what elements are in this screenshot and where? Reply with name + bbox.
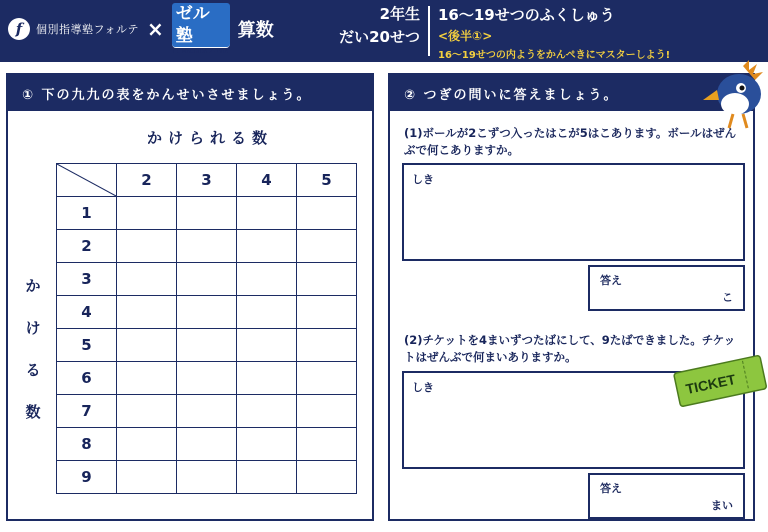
- multiplier-char: か: [25, 277, 41, 295]
- multiplication-table: [56, 163, 357, 494]
- answer-cell[interactable]: [297, 428, 357, 461]
- answer-cell[interactable]: [177, 230, 237, 263]
- multiplier-char: け: [25, 319, 41, 337]
- column-header: 2: [117, 164, 177, 197]
- lesson-number: だい20せつ: [339, 27, 420, 46]
- word-problems-panel: [388, 73, 755, 521]
- answer-cell[interactable]: [177, 329, 237, 362]
- table-row: [57, 263, 357, 296]
- goal-text: 16〜19せつの内ようをかんぺきにマスターしよう!: [438, 50, 671, 61]
- table-header-row: [57, 164, 357, 197]
- answer-cell[interactable]: [177, 428, 237, 461]
- multiplicand-label: かけられる数: [146, 129, 273, 147]
- answer-cell[interactable]: [177, 395, 237, 428]
- zeljuku-logo-sub: FC MACHIDA ZELVIA: [173, 49, 229, 55]
- part-label: <後半①>: [438, 29, 493, 43]
- answer-cell[interactable]: [117, 230, 177, 263]
- table-row: [57, 395, 357, 428]
- answer-cell[interactable]: [297, 230, 357, 263]
- table-row: [57, 461, 357, 494]
- answer-cell[interactable]: [117, 428, 177, 461]
- answer-cell[interactable]: [117, 461, 177, 494]
- table-corner-cell: [57, 164, 117, 197]
- answer-cell[interactable]: [237, 428, 297, 461]
- answer-label: 答え: [600, 274, 622, 287]
- answer-cell[interactable]: [237, 362, 297, 395]
- q2-answer-box[interactable]: [588, 473, 745, 519]
- answer-cell[interactable]: [177, 296, 237, 329]
- ticket-text: TICKET: [684, 370, 738, 398]
- ticket-icon: [670, 352, 768, 408]
- multiplication-table-panel: [6, 73, 374, 521]
- answer-cell[interactable]: [297, 395, 357, 428]
- answer-cell[interactable]: [177, 461, 237, 494]
- table-row: [57, 230, 357, 263]
- right-panel-heading: ② つぎの問いに答えましょう。: [390, 75, 753, 111]
- answer-cell[interactable]: [117, 395, 177, 428]
- table-row: [57, 362, 357, 395]
- zeljuku-logo-text: ゼル塾: [172, 3, 230, 47]
- multiplier-label: [23, 265, 43, 433]
- answer-cell[interactable]: [177, 362, 237, 395]
- row-header: 9: [57, 461, 117, 494]
- row-header: 2: [57, 230, 117, 263]
- answer-unit: まい: [711, 499, 733, 512]
- answer-cell[interactable]: [297, 329, 357, 362]
- multiplier-char: 数: [25, 403, 41, 421]
- column-header: 4: [237, 164, 297, 197]
- formula-label: しき: [412, 381, 434, 394]
- answer-cell[interactable]: [117, 296, 177, 329]
- left-panel-heading: ① 下の九九の表をかんせいさせましょう。: [8, 75, 372, 111]
- q1-formula-box[interactable]: [402, 163, 745, 261]
- answer-cell[interactable]: [297, 296, 357, 329]
- times-sign: ×: [146, 17, 164, 41]
- row-header: 5: [57, 329, 117, 362]
- answer-cell[interactable]: [237, 395, 297, 428]
- answer-cell[interactable]: [237, 263, 297, 296]
- multiplier-char: る: [25, 361, 41, 379]
- row-header: 6: [57, 362, 117, 395]
- answer-cell[interactable]: [297, 197, 357, 230]
- answer-cell[interactable]: [237, 197, 297, 230]
- header-divider: [428, 6, 430, 56]
- column-header: 3: [177, 164, 237, 197]
- answer-cell[interactable]: [117, 362, 177, 395]
- grade-block: [330, 6, 420, 45]
- answer-cell[interactable]: [237, 461, 297, 494]
- diagonal-line: [57, 164, 116, 196]
- q1-answer-box[interactable]: [588, 265, 745, 311]
- answer-cell[interactable]: [237, 296, 297, 329]
- answer-cell[interactable]: [237, 230, 297, 263]
- row-header: 1: [57, 197, 117, 230]
- question-2-text: (2)チケットを4まいずつたばにして、9たばできました。チケットはぜんぶで何まいありますか。: [404, 333, 736, 364]
- answer-cell[interactable]: [177, 197, 237, 230]
- answer-cell[interactable]: [297, 461, 357, 494]
- mascot-bird-icon: [703, 60, 768, 130]
- answer-cell[interactable]: [237, 329, 297, 362]
- forte-logo-icon: f: [8, 18, 30, 40]
- table-row: [57, 329, 357, 362]
- table-row: [57, 428, 357, 461]
- question-1-text: (1)ボールが2こずつ入ったはこが5はこあります。ボールはぜんぶで何こありますか。: [404, 126, 737, 157]
- answer-unit: こ: [722, 291, 733, 304]
- row-header: 7: [57, 395, 117, 428]
- row-header: 4: [57, 296, 117, 329]
- answer-cell[interactable]: [117, 263, 177, 296]
- answer-cell[interactable]: [117, 329, 177, 362]
- brand-area: [8, 4, 274, 55]
- grade-label: 2年生: [379, 5, 420, 23]
- zeljuku-logo-icon: [172, 4, 230, 55]
- answer-cell[interactable]: [177, 263, 237, 296]
- row-header: 8: [57, 428, 117, 461]
- title-block: [438, 4, 670, 61]
- answer-cell[interactable]: [297, 362, 357, 395]
- table-row: [57, 296, 357, 329]
- header-bar: [0, 0, 768, 62]
- formula-label: しき: [412, 173, 434, 186]
- table-row: [57, 197, 357, 230]
- column-header: 5: [297, 164, 357, 197]
- answer-label: 答え: [600, 482, 622, 495]
- row-header: 3: [57, 263, 117, 296]
- page-title: 16〜19せつのふくしゅう: [438, 6, 615, 24]
- subject-label: 算数: [237, 20, 274, 41]
- answer-cell[interactable]: [117, 197, 177, 230]
- brand-name: 個別指導塾フォルテ: [36, 23, 139, 36]
- answer-cell[interactable]: [297, 263, 357, 296]
